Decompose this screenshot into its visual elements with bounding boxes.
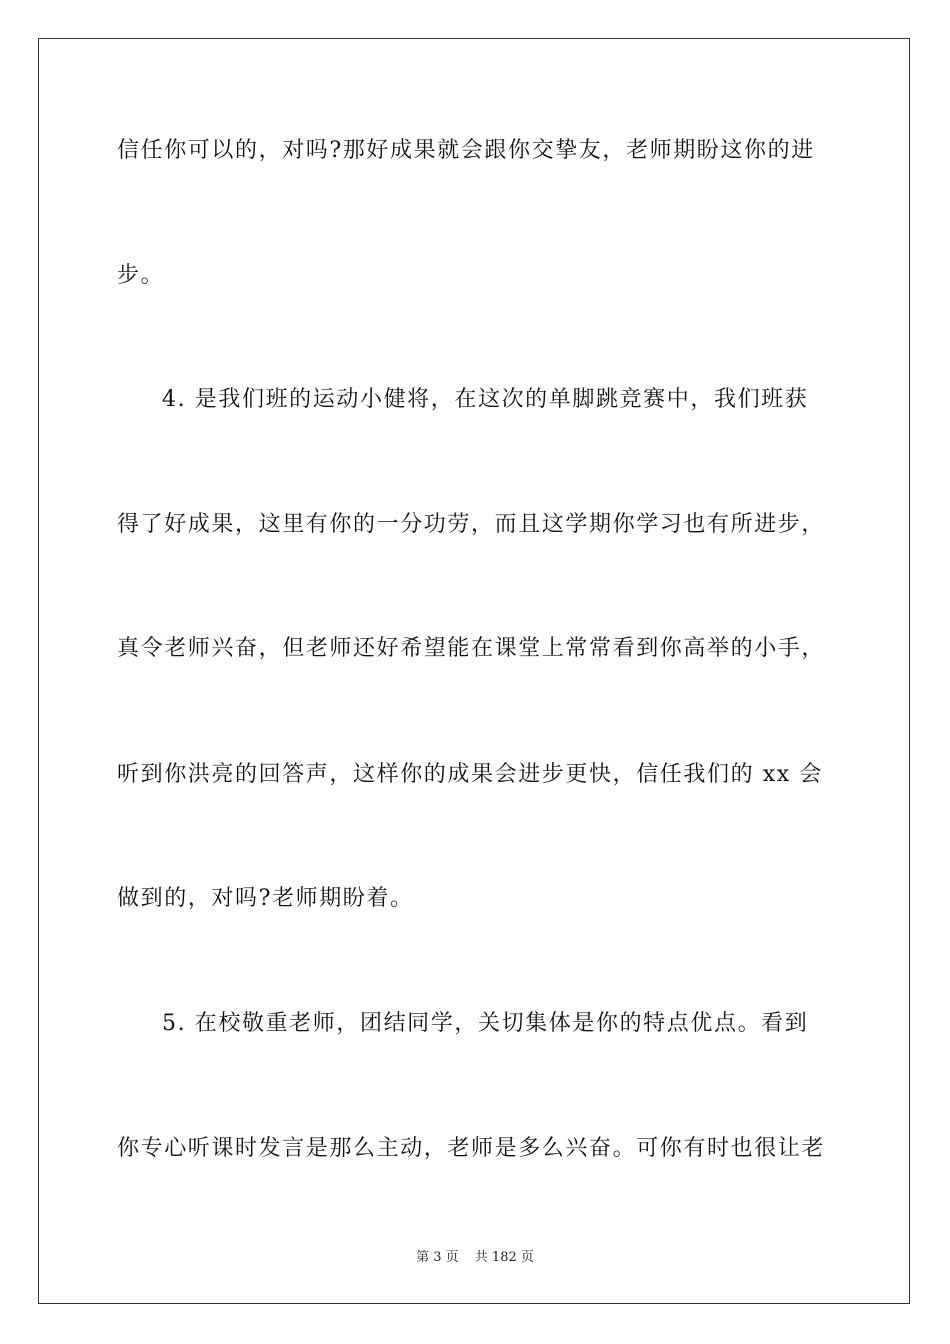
paragraph-5-start: 5. 在校敬重老师，团结同学，关切集体是你的特点优点。看到 [162, 1011, 809, 1036]
page-total: 共 182 页 [474, 1250, 534, 1265]
text-line: 真令老师兴奋，但老师还好希望能在课堂上常常看到你高举的小手， [117, 636, 826, 661]
text-line: 步。 [117, 263, 165, 288]
text-line: 听到你洪亮的回答声，这样你的成果会进步更快，信任我们的 xx 会 [117, 762, 824, 787]
text-line: 得了好成果，这里有你的一分功劳，而且这学期你学习也有所进步， [117, 512, 826, 537]
page-footer [0, 1246, 950, 1265]
paragraph-4-start: 4. 是我们班的运动小健将，在这次的单脚跳竞赛中，我们班获 [162, 387, 809, 412]
page-border [38, 38, 910, 1304]
text-line: 信任你可以的，对吗?那好成果就会跟你交挚友，老师期盼这你的进 [117, 138, 815, 163]
text-line: 你专心听课时发言是那么主动，老师是多么兴奋。可你有时也很让老 [117, 1136, 826, 1161]
page-number: 第 3 页 [416, 1250, 459, 1265]
text-line: 做到的，对吗?老师期盼着。 [117, 886, 414, 911]
